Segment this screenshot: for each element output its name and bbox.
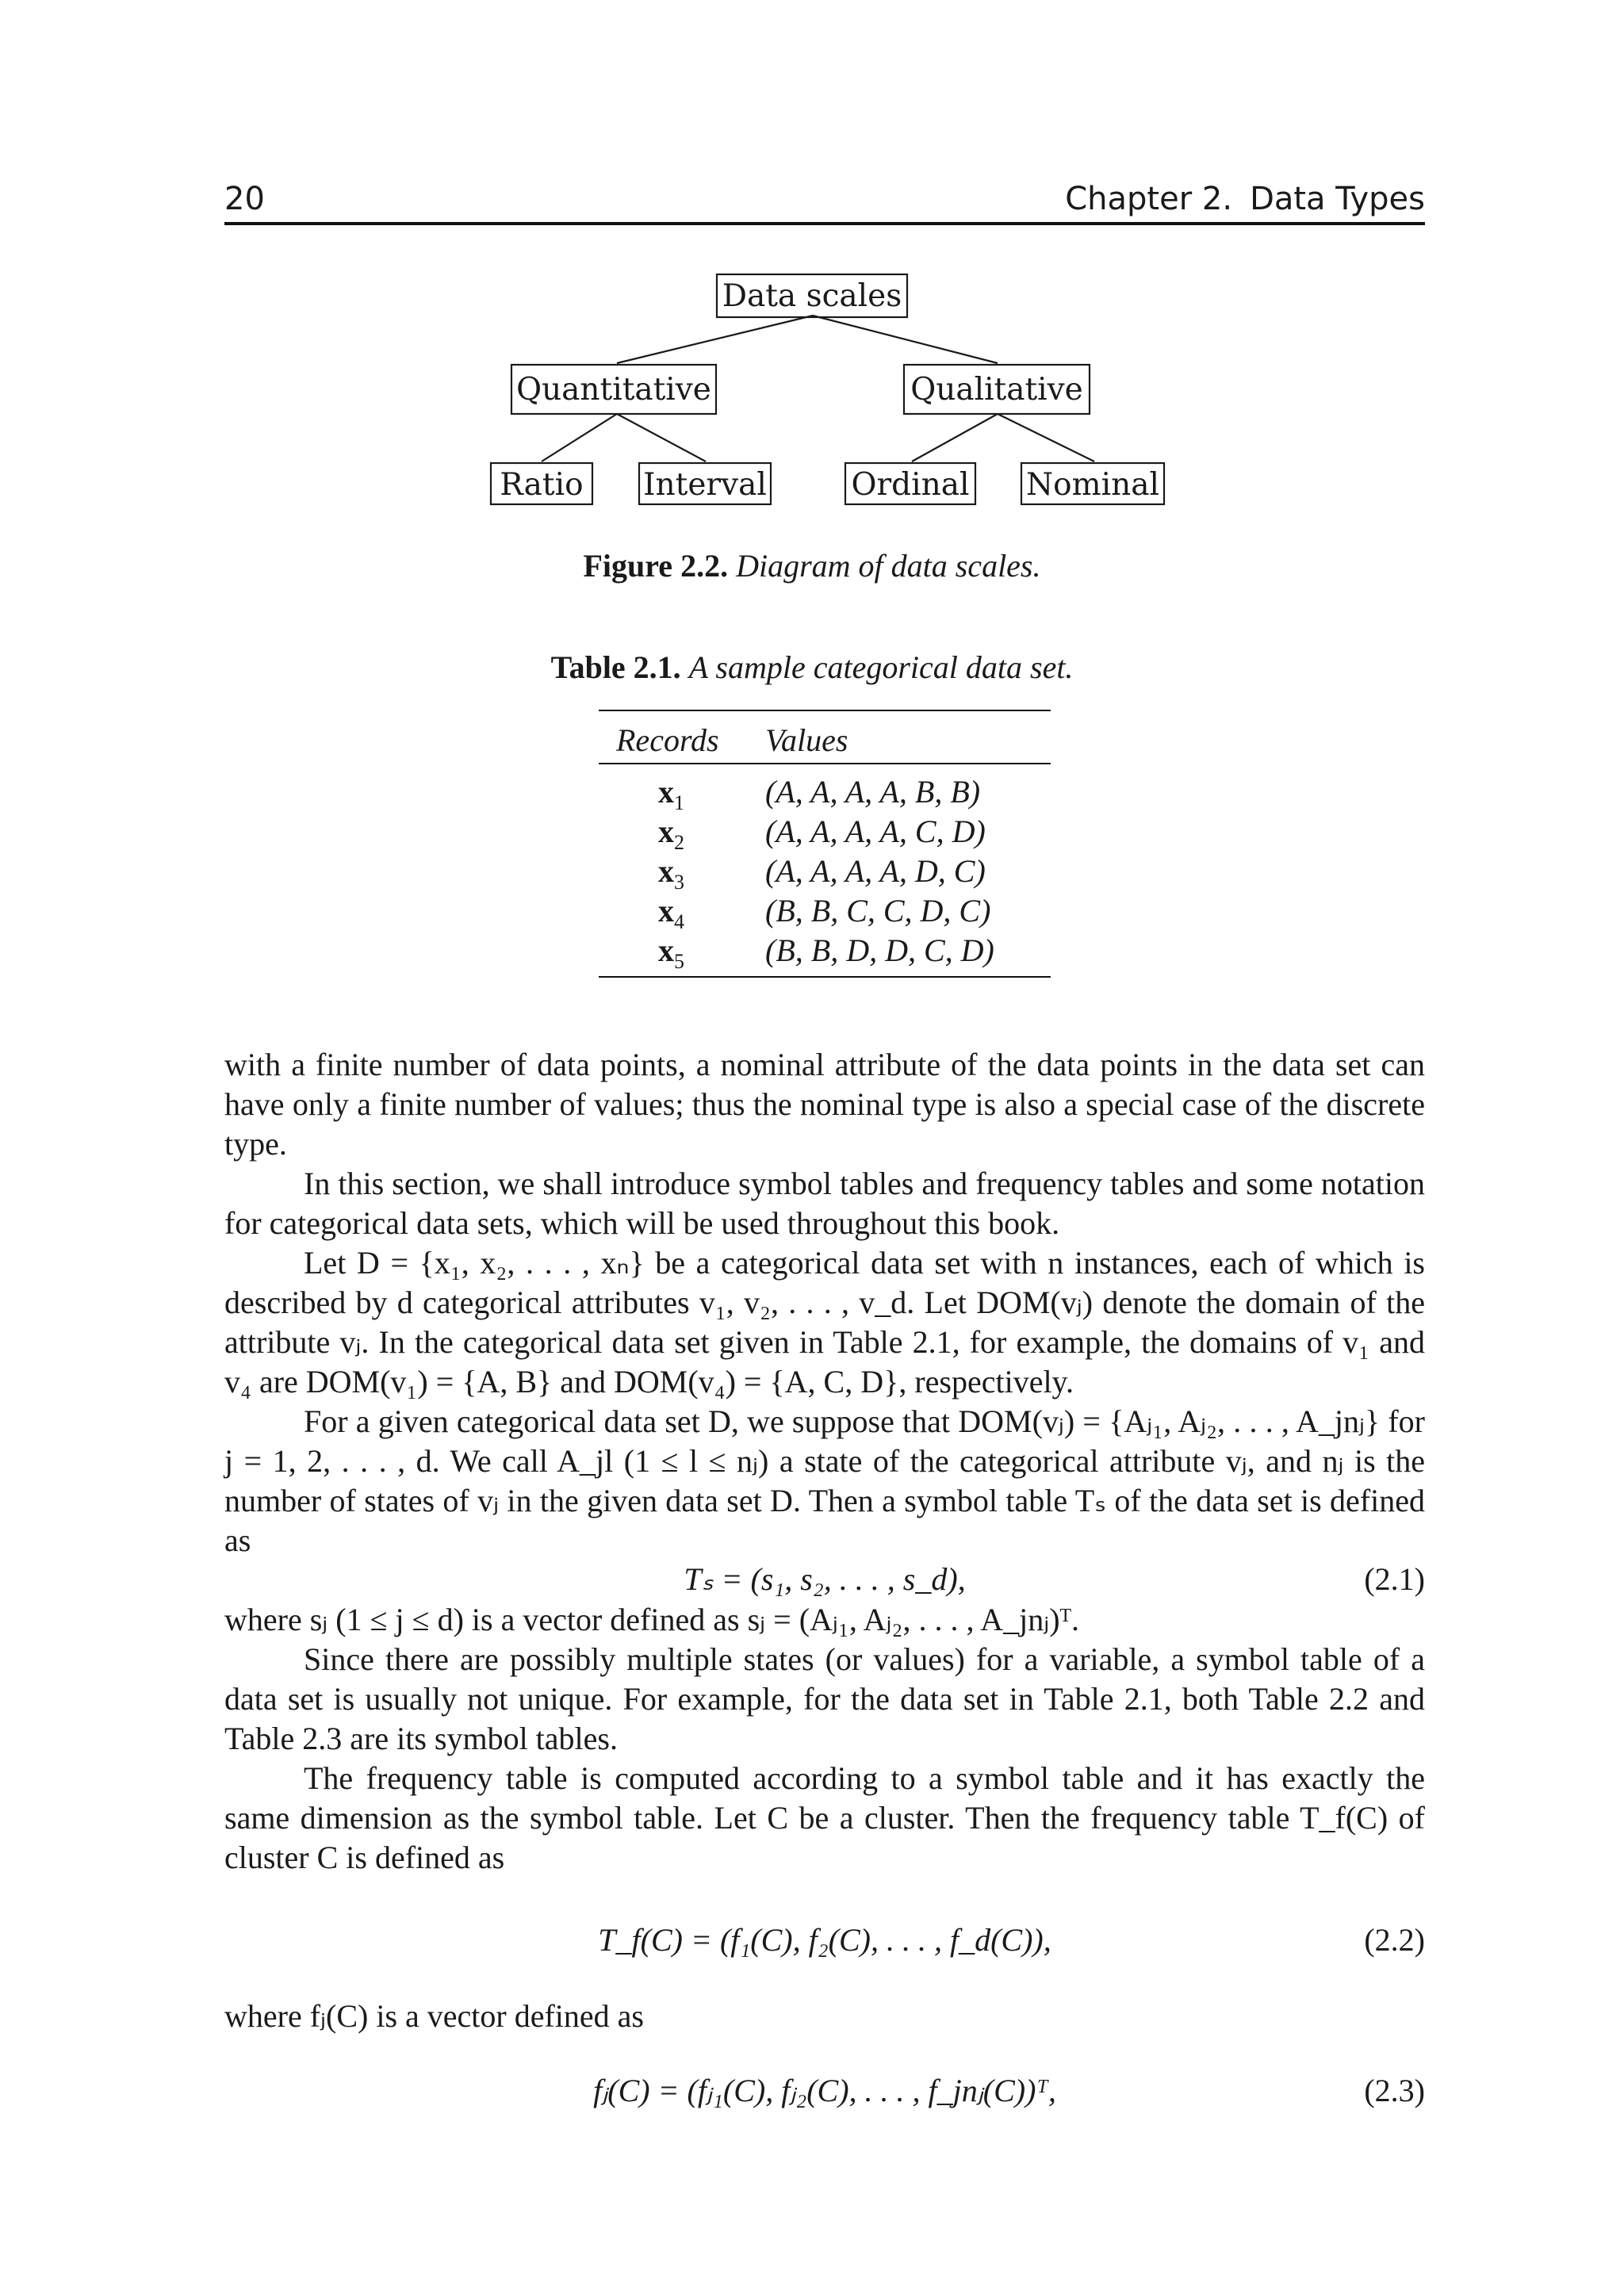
edge-qualitative-nominal	[998, 414, 1094, 461]
edge-quantitative-ratio	[542, 414, 617, 461]
node-quantitative: Quantitative	[516, 372, 711, 408]
record-label: $x_3$	[658, 853, 684, 894]
paragraph-6: Since there are possibly multiple states (or values) for a variable, a symbol table of a data set is usually not unique. For example, for the data set in Table 2.1, both Table 2.2 and Table 2.3 are its symbol tables.	[224, 1641, 1425, 1756]
paragraph-1: with a finite number of data points, a nominal attribute of the data points in the data set can have only a finite number of values; thus the nominal type is also a special case of the discrete type.	[224, 1047, 1425, 1162]
node-qualitative: Qualitative	[910, 372, 1083, 408]
body-text-block-1	[224, 1045, 1425, 1560]
paragraph-5: where sⱼ (1 ≤ j ≤ d) is a vector defined as sⱼ = (Aⱼ₁, Aⱼ₂, . . . , A_jnⱼ)ᵀ.	[224, 1602, 1080, 1637]
record-values: (A, A, A, A, B, B)	[765, 774, 981, 810]
table-caption	[0, 649, 1624, 686]
equation-number: (2.1)	[1364, 1561, 1425, 1597]
running-header	[224, 173, 1425, 225]
body-text-block-3	[224, 1997, 1425, 2036]
equation-expression: T_f(C) = (f₁(C), f₂(C), . . . , f_d(C)),	[598, 1922, 1051, 1958]
edge-quantitative-interval	[617, 414, 706, 461]
chapter-number: Chapter 2.	[1065, 181, 1233, 217]
equation-expression: Tₛ = (s₁, s₂, . . . , s_d),	[684, 1561, 966, 1597]
paragraph-7: The frequency table is computed according to a symbol table and it has exactly the same dimension as the symbol table. Let C be a cluster. Then the frequency table T_f(C) of cluster C is defined as	[224, 1760, 1425, 1875]
table-caption-text: A sample categorical data set.	[688, 649, 1074, 685]
paragraph-3: Let D = {x₁, x₂, . . . , xₙ} be a categorical data set with n instances, each of which is described by d categorical attributes v₁, v₂, . . . , v_d. Let DOM(vⱼ) denote the domain of the attribute vⱼ. In the categorical data set given in Table 2.1, for example, the domains of v₁ and v₄ are DOM(v₁) = {A, B} and DOM(v₄) = {A, C, D}, respectively.	[224, 1245, 1425, 1399]
edge-root-quantitative	[617, 316, 813, 363]
table-row	[599, 773, 1051, 813]
record-values: (B, B, C, C, D, C)	[765, 893, 991, 928]
record-label: $x_4$	[658, 893, 684, 933]
record-label: $x_1$	[658, 774, 684, 814]
equation-2-2	[224, 1921, 1425, 1961]
equation-expression: fⱼ(C) = (fⱼ₁(C), fⱼ₂(C), . . . , f_jnⱼ(C))ᵀ,	[593, 2073, 1056, 2108]
table-row	[599, 813, 1051, 852]
paragraph-2: In this section, we shall introduce symbol tables and frequency tables and some notation for categorical data sets, which will be used throughout this book.	[224, 1166, 1425, 1241]
table-header-rule	[599, 763, 1051, 764]
edge-root-qualitative	[813, 316, 998, 363]
record-label: $x_5$	[658, 932, 684, 973]
column-header-records: Records	[616, 722, 719, 758]
figure-label: Figure 2.2.	[583, 548, 729, 584]
record-values: (B, B, D, D, C, D)	[765, 932, 994, 968]
equation-2-1	[224, 1560, 1425, 1600]
node-root: Data scales	[722, 278, 902, 314]
data-scales-diagram	[0, 262, 1624, 515]
record-values: (A, A, A, A, C, D)	[765, 814, 986, 849]
node-interval: Interval	[643, 467, 767, 503]
node-ratio: Ratio	[500, 467, 584, 503]
figure-caption-text: Diagram of data scales.	[736, 548, 1041, 584]
chapter-name: Data Types	[1250, 181, 1425, 217]
page-number: 20	[224, 181, 265, 217]
paragraph-8: where fⱼ(C) is a vector defined as	[224, 1998, 644, 2034]
table-bottom-rule	[599, 976, 1051, 978]
equation-number: (2.2)	[1364, 1922, 1425, 1958]
record-label: $x_2$	[658, 814, 684, 854]
table-row	[599, 852, 1051, 892]
node-ordinal: Ordinal	[851, 467, 970, 503]
paragraph-4: For a given categorical data set D, we suppose that DOM(vⱼ) = {Aⱼ₁, Aⱼ₂, . . . , A_jnⱼ} for j = 1, 2, . . . , d. We call A_jl (1 ≤ l ≤ nⱼ) a state of the categorical attribute vⱼ, and nⱼ is the number of states of vⱼ in the given data set D. Then a symbol table Tₛ of the data set is defined as	[224, 1403, 1425, 1558]
column-header-values: Values	[765, 722, 848, 758]
record-values: (A, A, A, A, D, C)	[765, 853, 986, 889]
table-row	[599, 892, 1051, 932]
table-label: Table 2.1.	[550, 649, 681, 685]
equation-2-3	[224, 2072, 1425, 2112]
body-text-block-2	[224, 1600, 1425, 1878]
table-top-rule	[599, 710, 1051, 711]
edge-qualitative-ordinal	[912, 414, 998, 461]
equation-number: (2.3)	[1364, 2073, 1425, 2108]
table-row	[599, 932, 1051, 971]
figure-caption	[0, 547, 1624, 584]
node-nominal: Nominal	[1026, 467, 1159, 503]
chapter-title	[1065, 181, 1425, 217]
